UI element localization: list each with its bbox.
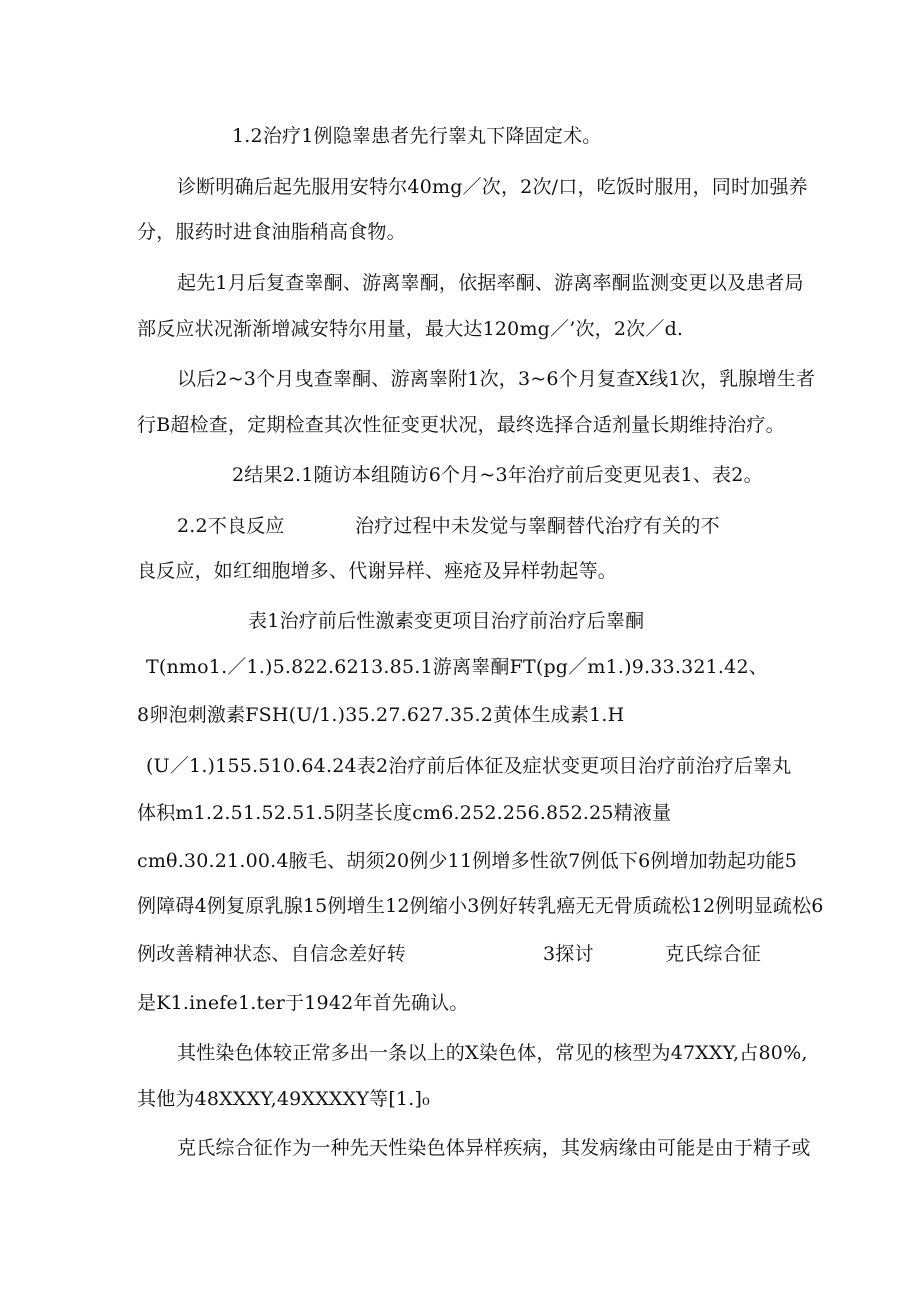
text-line: 克氏综合征作为一种先天性染色体异样疾病，其发病缘由可能是由于精子或 — [177, 1137, 811, 1159]
text-line: T(nmo1.／1.)5.822.6213.85.1游离睾酮FT(pg／m1.)9.33.321.42、 — [146, 656, 768, 678]
text-line: 8卵泡刺激素FSH(U/1.)35.27.627.35.2黄体生成素1.H — [137, 704, 625, 726]
text-line: 起先1月后复查睾酮、游离睾酮，依据率酮、游离率酮监测变更以及患者局 — [177, 272, 804, 294]
text-line: 克氏综合征 — [665, 943, 762, 965]
text-line: 行B超检查，定期检查其次性征变更状况，最终选择合适剂量长期维持治疗。 — [137, 414, 785, 436]
text-line: 分，服药时进食油脂稍高食物。 — [137, 221, 406, 243]
text-line: 是K1.inefe1.ter于1942年首先确认。 — [137, 992, 469, 1014]
text-line: 1.2治疗1例隐睾患者先行睾丸下降固定术。 — [232, 125, 602, 147]
text-line: 诊断明确后起先服用安特尔40mg／次，2次/口，吃饭时服用，同时加强养 — [177, 176, 808, 198]
section-heading: 3探讨 — [543, 943, 594, 965]
text-line: 2.2不良反应 — [177, 515, 285, 537]
text-line: 体积m1.2.51.52.51.5阴茎长度cm6.252.256.852.25精液量 — [137, 802, 672, 824]
text-line: 例障碍4例复原乳腺15例增生12例缩小3例好转乳癌无无骨质疏松12例明显疏松6 — [137, 895, 824, 917]
text-line: 其性染色体较正常多出一条以上的X染色体，常见的核型为47XXY,占80%, — [177, 1042, 808, 1064]
text-line: 2结果2.1随访本组随访6个月~3年治疗前后变更见表1、表2。 — [232, 464, 763, 486]
text-line: (U／1.)155.510.64.24表2治疗前后体征及症状变更项目治疗前治疗后睾丸 — [146, 755, 792, 777]
text-line: cmθ.30.21.00.4腋毛、胡须20例少11例增多性欲7例低下6例增加勃起功能5 — [137, 850, 798, 872]
text-line: 例改善精神状态、自信念差好转 — [137, 943, 406, 965]
text-line: 其他为48XXXY,49XXXXY等[1.]₀ — [137, 1088, 430, 1110]
text-line: 良反应，如红细胞增多、代谢异样、痤疮及异样勃起等。 — [137, 560, 618, 582]
table-caption: 表1治疗前后性激素变更项目治疗前治疗后睾酮 — [248, 610, 645, 632]
text-line: 治疗过程中未发觉与睾酮替代治疗有关的不 — [355, 515, 720, 537]
text-line: 以后2~3个月曳查睾酮、游离睾附1次，3~6个月复查X线1次，乳腺增生者 — [177, 368, 816, 390]
text-line: 部反应状况渐渐增减安特尔用量，最大达120mg／’次，2次／d. — [137, 318, 684, 340]
